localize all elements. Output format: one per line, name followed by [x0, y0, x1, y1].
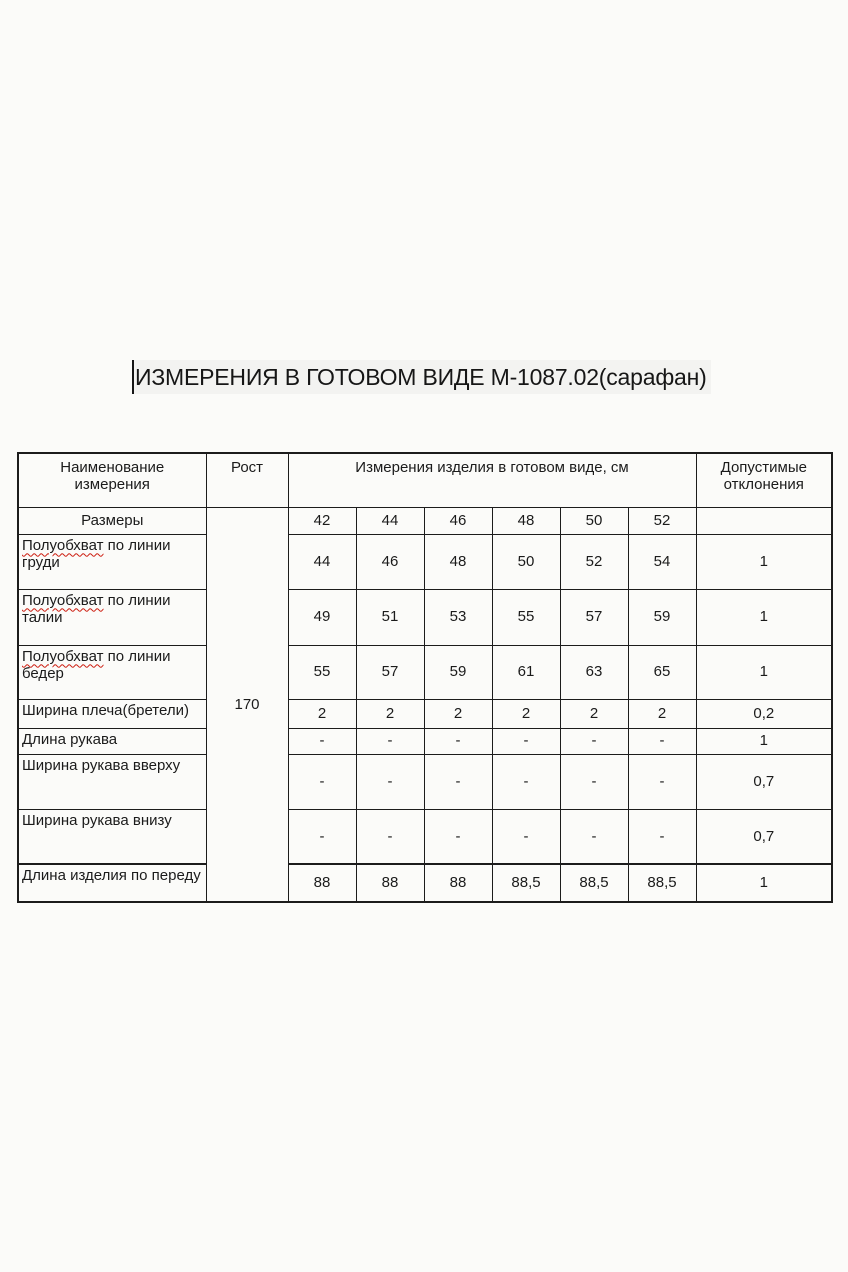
size-value-cell: 55 — [492, 589, 560, 645]
spellcheck-marked-word: Полуобхват — [22, 536, 104, 554]
size-value-cell: 88 — [356, 864, 424, 902]
spellcheck-marked-word: Полуобхват — [22, 591, 104, 609]
sizes-row-label: Размеры — [18, 507, 206, 534]
measurement-row — [18, 645, 832, 699]
measurement-row — [18, 534, 832, 589]
measurement-name-text: по линии талии — [22, 591, 171, 626]
size-value-cell: 52 — [560, 534, 628, 589]
size-value-cell: - — [356, 809, 424, 864]
size-value-cell: - — [560, 754, 628, 809]
deviation-value-cell: 0,7 — [696, 809, 832, 864]
size-value-cell: - — [424, 809, 492, 864]
height-value-cell: 170 — [206, 507, 288, 902]
header-name-column: Наименование измерения — [18, 453, 206, 507]
size-value-cell: - — [628, 728, 696, 754]
size-value-cell: 50 — [492, 534, 560, 589]
measurement-row — [18, 864, 832, 902]
table-body — [18, 453, 832, 902]
size-value-cell: 46 — [356, 534, 424, 589]
table-header-row — [18, 453, 832, 507]
size-value-cell: - — [288, 728, 356, 754]
size-value-cell: - — [424, 728, 492, 754]
measurement-row — [18, 809, 832, 864]
deviation-value-cell: 0,2 — [696, 699, 832, 728]
measurement-name-text: Ширина рукава вверху — [22, 756, 181, 774]
size-value-cell: - — [492, 754, 560, 809]
measurement-row — [18, 699, 832, 728]
size-value-cell: - — [288, 809, 356, 864]
measurement-name-text: Длина рукава — [22, 730, 118, 748]
deviation-value-cell — [696, 507, 832, 534]
size-value-cell: 88,5 — [628, 864, 696, 902]
deviation-value-cell: 1 — [696, 728, 832, 754]
size-value-cell: 88 — [424, 864, 492, 902]
size-value-cell: - — [424, 754, 492, 809]
size-value-cell: 2 — [560, 699, 628, 728]
text-cursor — [132, 360, 134, 394]
size-value-cell: - — [356, 754, 424, 809]
header-deviations-column: Допустимые отклонения — [696, 453, 832, 507]
size-header-cell: 46 — [424, 507, 492, 534]
size-value-cell: 2 — [356, 699, 424, 728]
measurement-name-text: Длина изделия по переду — [22, 867, 201, 884]
size-value-cell: 61 — [492, 645, 560, 699]
sizes-row — [18, 507, 832, 534]
size-header-cell: 44 — [356, 507, 424, 534]
size-value-cell: 57 — [356, 645, 424, 699]
measurement-name-cell — [18, 699, 206, 728]
size-value-cell: 65 — [628, 645, 696, 699]
size-value-cell: 88 — [288, 864, 356, 902]
size-header-cell: 50 — [560, 507, 628, 534]
header-height-column: Рост — [206, 453, 288, 507]
size-value-cell: 63 — [560, 645, 628, 699]
measurement-name-cell — [18, 589, 206, 645]
size-value-cell: - — [492, 728, 560, 754]
size-value-cell: 2 — [424, 699, 492, 728]
measurement-name-text: Ширина плеча(бретели) — [22, 701, 189, 719]
measurement-name-cell — [18, 809, 206, 864]
size-value-cell: - — [356, 728, 424, 754]
header-measurements-group: Измерения изделия в готовом виде, см — [288, 453, 696, 507]
size-value-cell: 51 — [356, 589, 424, 645]
size-value-cell: 57 — [560, 589, 628, 645]
size-value-cell: - — [288, 754, 356, 809]
measurement-row — [18, 589, 832, 645]
size-value-cell: - — [560, 728, 628, 754]
size-value-cell: 44 — [288, 534, 356, 589]
size-value-cell: 55 — [288, 645, 356, 699]
size-value-cell: 59 — [424, 645, 492, 699]
size-value-cell: - — [492, 809, 560, 864]
measurement-name-cell — [18, 534, 206, 589]
size-value-cell: 48 — [424, 534, 492, 589]
deviation-value-cell: 1 — [696, 534, 832, 589]
size-value-cell: - — [628, 809, 696, 864]
size-value-cell: - — [560, 809, 628, 864]
size-value-cell: 2 — [492, 699, 560, 728]
size-value-cell: - — [628, 754, 696, 809]
size-value-cell: 2 — [288, 699, 356, 728]
deviation-value-cell: 1 — [696, 589, 832, 645]
size-value-cell: 88,5 — [492, 864, 560, 902]
size-value-cell: 54 — [628, 534, 696, 589]
measurement-name-text: по линии бедер — [22, 647, 171, 682]
measurement-name-cell — [18, 864, 206, 902]
size-value-cell: 88,5 — [560, 864, 628, 902]
measurement-name-cell — [18, 728, 206, 754]
measurement-name-cell — [18, 754, 206, 809]
deviation-value-cell: 1 — [696, 864, 832, 902]
size-value-cell: 2 — [628, 699, 696, 728]
deviation-value-cell: 1 — [696, 645, 832, 699]
measurement-name-text: Ширина рукава внизу — [22, 811, 172, 829]
measurement-row — [18, 754, 832, 809]
document-title — [133, 360, 711, 394]
size-value-cell: 59 — [628, 589, 696, 645]
deviation-value-cell: 0,7 — [696, 754, 832, 809]
size-header-cell: 42 — [288, 507, 356, 534]
measurement-name-cell — [18, 645, 206, 699]
measurement-name-text: по линии груди — [22, 536, 171, 571]
title-text: ИЗМЕРЕНИЯ В ГОТОВОМ ВИДЕ М-1087.02(сарафан) — [135, 364, 707, 390]
measurement-row — [18, 728, 832, 754]
measurements-table — [17, 452, 833, 903]
spellcheck-marked-word: Полуобхват — [22, 647, 104, 665]
size-header-cell: 52 — [628, 507, 696, 534]
size-header-cell: 48 — [492, 507, 560, 534]
size-value-cell: 49 — [288, 589, 356, 645]
size-value-cell: 53 — [424, 589, 492, 645]
